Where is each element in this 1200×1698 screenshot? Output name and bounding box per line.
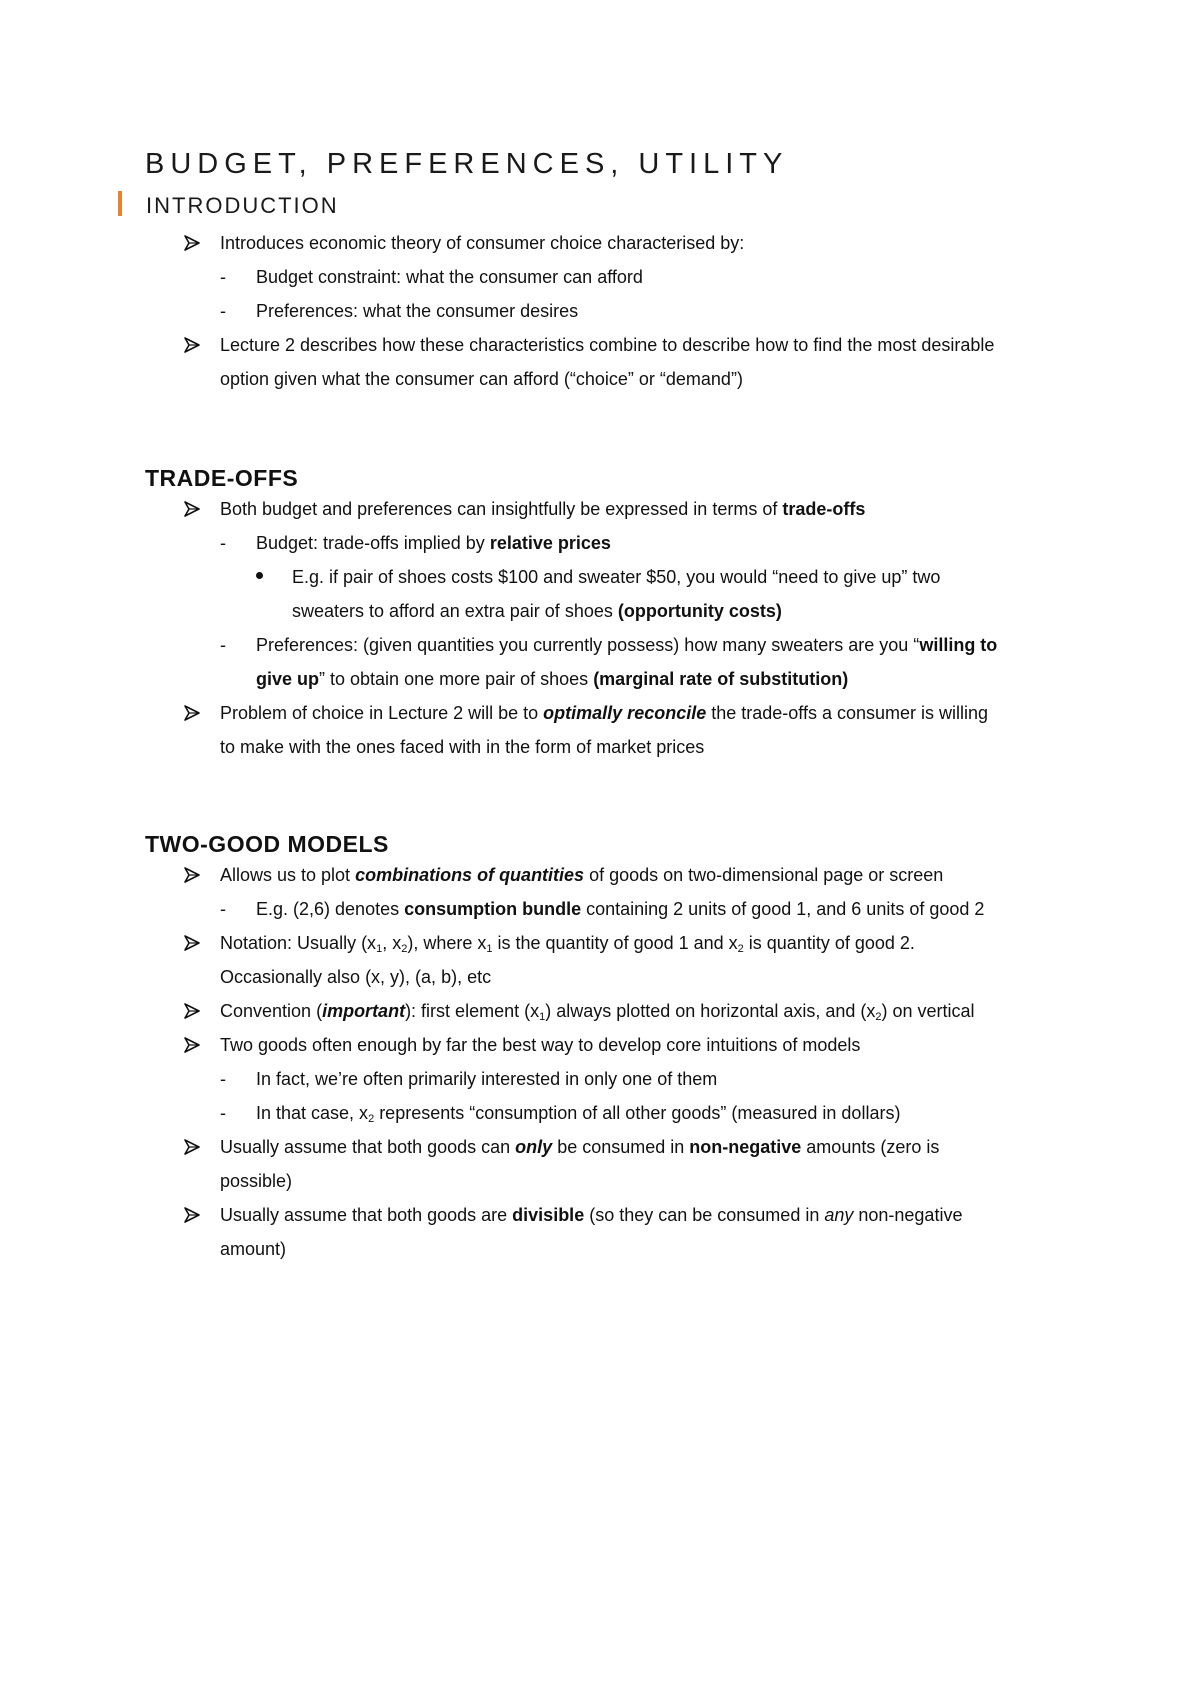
tradeoffs-subitem-budget: [256, 531, 611, 555]
subscript: 2: [737, 943, 744, 955]
arrow-bullet-icon: [183, 1036, 201, 1054]
text-run: Budget: trade-offs implied by: [256, 533, 490, 553]
bold-term: divisible: [512, 1205, 585, 1225]
bold-italic-term: important: [322, 1001, 406, 1021]
twogood-item-nonnegative-line-2: possible): [220, 1171, 293, 1191]
tradeoffs-subitem-preferences-line-1: [256, 633, 997, 657]
subscript: 2: [368, 1113, 375, 1125]
dash-bullet: -: [220, 301, 226, 321]
text-run: (so they can be consumed in: [584, 1205, 825, 1225]
twogood-item-nonnegative-line-1: [220, 1135, 939, 1159]
text-run: Usually assume that both goods are: [220, 1205, 513, 1225]
bold-italic-term: combinations of quantities: [355, 865, 585, 885]
text-run: E.g. (2,6) denotes: [256, 899, 405, 919]
twogood-item-divisible-line-2: amount): [220, 1239, 287, 1259]
intro-subitem-preferences: Preferences: what the consumer desires: [256, 301, 579, 321]
bold-italic-term: only: [515, 1137, 553, 1157]
text-run: ) on vertical: [881, 1001, 975, 1021]
text-run: Usually assume that both goods can: [220, 1137, 516, 1157]
arrow-bullet-icon: [183, 866, 201, 884]
tradeoffs-subitem-preferences-line-2: [256, 667, 848, 691]
twogood-item-notation-line-1: [220, 931, 915, 955]
bold-term: trade-offs: [782, 499, 866, 519]
bold-italic-term: optimally reconcile: [543, 703, 707, 723]
twogood-item-divisible-line-1: [220, 1203, 962, 1227]
text-run: is the quantity of good 1 and x: [492, 933, 738, 953]
document-title: BUDGET, PREFERENCES, UTILITY: [145, 148, 789, 180]
arrow-bullet-icon: [183, 1206, 201, 1224]
intro-item-2-line-1: Lecture 2 describes how these characteristics combine to describe how to find the most desirable: [220, 335, 995, 355]
round-bullet-icon: [256, 572, 263, 579]
tradeoffs-example-line-1: E.g. if pair of shoes costs $100 and sweater $50, you would “need to give up” two: [292, 567, 941, 587]
tradeoffs-heading: TRADE-OFFS: [145, 465, 299, 491]
dash-bullet: -: [220, 899, 226, 919]
arrow-bullet-icon: [183, 704, 201, 722]
dash-bullet: -: [220, 1103, 226, 1123]
dash-bullet: -: [220, 1069, 226, 1089]
subscript: 1: [486, 943, 493, 955]
intro-item-2-line-2: option given what the consumer can afford (“choice” or “demand”): [220, 369, 743, 389]
text-run: is quantity of good 2.: [743, 933, 915, 953]
twogood-subitem-example: [256, 897, 984, 921]
introduction-heading: INTRODUCTION: [146, 193, 339, 218]
text-run: , x: [382, 933, 402, 953]
arrow-bullet-icon: [183, 1138, 201, 1156]
text-run: Problem of choice in Lecture 2 will be to: [220, 703, 544, 723]
bold-term: non-negative: [689, 1137, 802, 1157]
text-run: ), where x: [407, 933, 487, 953]
bold-term: relative prices: [489, 533, 611, 553]
intro-subitem-budget: Budget constraint: what the consumer can afford: [256, 267, 643, 287]
heading-accent-bar: [118, 191, 122, 216]
arrow-bullet-icon: [183, 234, 201, 252]
twogood-subitem-one-of-them: In fact, we’re often primarily interested in only one of them: [256, 1069, 718, 1089]
arrow-bullet-icon: [183, 500, 201, 518]
tradeoffs-example-line-2: [292, 599, 782, 623]
text-run: of goods on two-dimensional page or screen: [584, 865, 944, 885]
tradeoffs-item-1: [220, 497, 865, 521]
text-run: be consumed in: [552, 1137, 690, 1157]
text-run: Both budget and preferences can insightfully be expressed in terms of: [220, 499, 783, 519]
text-run: ” to obtain one more pair of shoes: [319, 669, 594, 689]
bold-term: give up: [256, 669, 320, 689]
bold-term: willing to: [919, 635, 998, 655]
tradeoffs-item-2-line-2: to make with the ones faced with in the form of market prices: [220, 737, 705, 757]
text-run: Allows us to plot: [220, 865, 356, 885]
dash-bullet: -: [220, 533, 226, 553]
dash-bullet: -: [220, 635, 226, 655]
text-run: sweaters to afford an extra pair of shoes: [292, 601, 618, 621]
text-run: represents “consumption of all other goods” (measured in dollars): [374, 1103, 901, 1123]
subscript: 1: [539, 1011, 546, 1023]
text-run: ) always plotted on horizontal axis, and (x: [545, 1001, 876, 1021]
text-run: the trade-offs a consumer is willing: [706, 703, 989, 723]
bold-term: (marginal rate of substitution): [593, 669, 849, 689]
text-run: Notation: Usually (x: [220, 933, 377, 953]
twogood-subitem-other-goods: [256, 1101, 900, 1125]
italic-term: any: [824, 1205, 854, 1225]
bold-term: (opportunity costs): [617, 601, 782, 621]
text-run: In that case, x: [256, 1103, 369, 1123]
text-run: Convention (: [220, 1001, 323, 1021]
tradeoffs-item-2-line-1: [220, 701, 988, 725]
twogood-item-convention: [220, 999, 975, 1023]
twogood-item-notation-line-2: Occasionally also (x, y), (a, b), etc: [220, 967, 492, 987]
text-run: ): first element (x: [405, 1001, 540, 1021]
arrow-bullet-icon: [183, 336, 201, 354]
bold-term: consumption bundle: [404, 899, 582, 919]
text-run: non-negative: [853, 1205, 963, 1225]
subscript: 2: [875, 1011, 882, 1023]
arrow-bullet-icon: [183, 1002, 201, 1020]
subscript: 1: [376, 943, 383, 955]
text-run: Preferences: (given quantities you currently possess) how many sweaters are you “: [256, 635, 920, 655]
twogood-heading: TWO-GOOD MODELS: [145, 831, 389, 857]
text-run: containing 2 units of good 1, and 6 units of good 2: [581, 899, 985, 919]
arrow-bullet-icon: [183, 934, 201, 952]
subscript: 2: [401, 943, 408, 955]
intro-item-1: Introduces economic theory of consumer choice characterised by:: [220, 233, 745, 253]
dash-bullet: -: [220, 267, 226, 287]
twogood-item-1: [220, 863, 943, 887]
twogood-item-two-goods: Two goods often enough by far the best way to develop core intuitions of models: [220, 1035, 861, 1055]
text-run: amounts (zero is: [801, 1137, 940, 1157]
